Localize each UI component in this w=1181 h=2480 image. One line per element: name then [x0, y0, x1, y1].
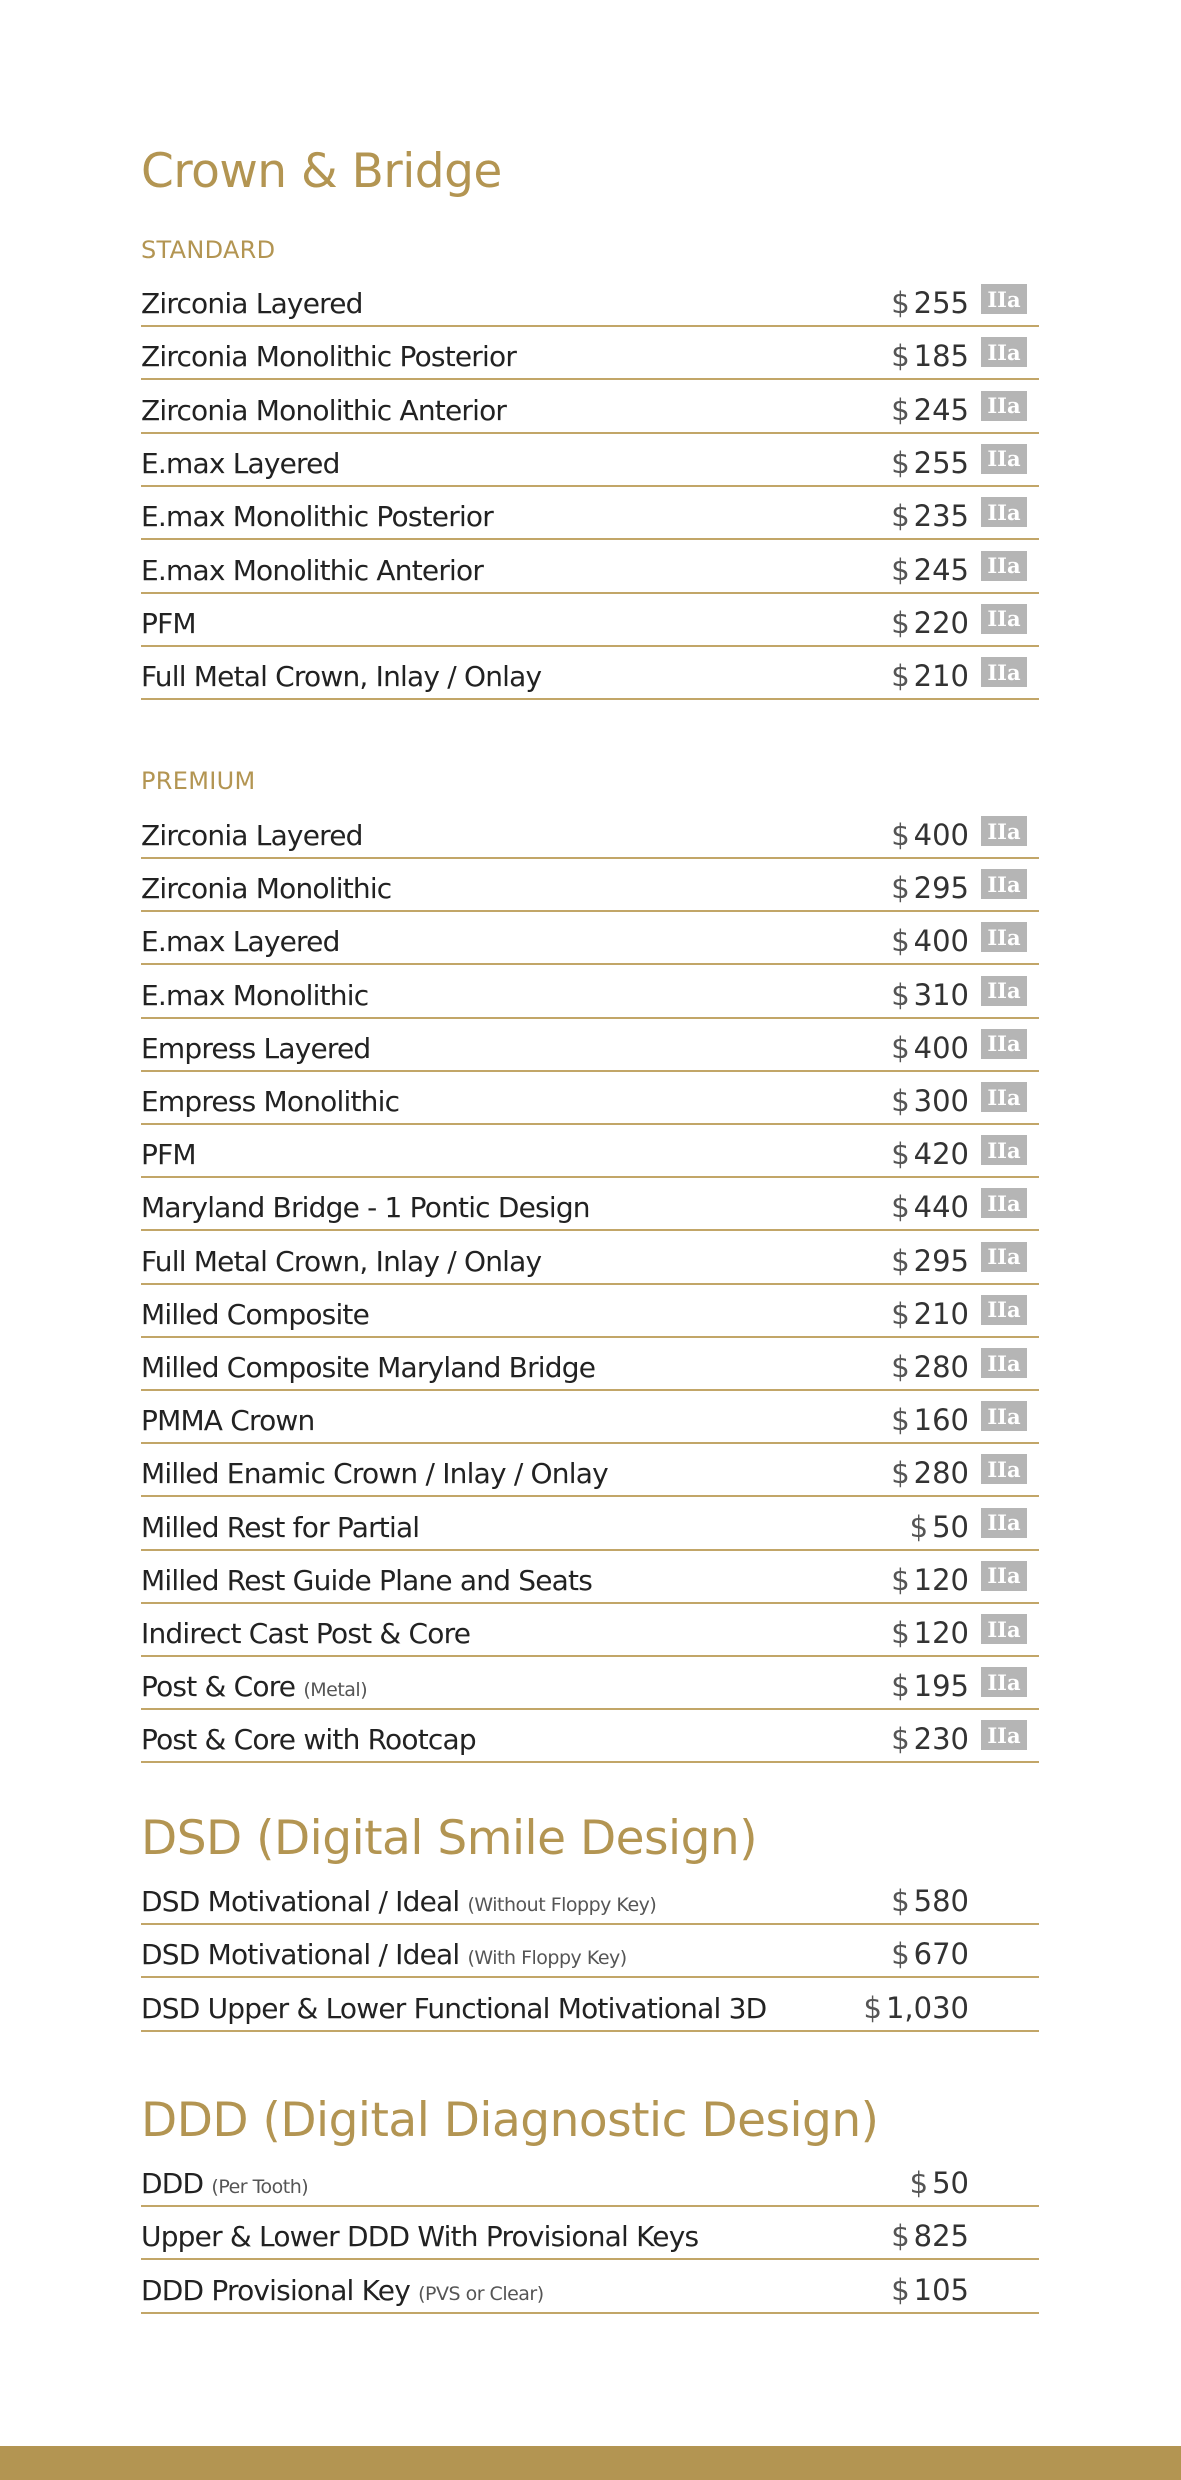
item-name [141, 500, 493, 534]
item-price [891, 1937, 969, 1972]
item-price [891, 2272, 969, 2307]
item-name [141, 1457, 608, 1491]
item-name [141, 446, 340, 480]
price-row [141, 1657, 1039, 1710]
class-badge: IIa [981, 1188, 1027, 1218]
item-price [891, 1030, 969, 1065]
item-name [141, 660, 542, 694]
price-value: 255 [913, 286, 969, 320]
item-name [141, 1885, 657, 1918]
price-value: 120 [913, 1616, 969, 1650]
currency-symbol: $ [891, 1084, 910, 1118]
item-note: (Metal) [303, 1679, 368, 1702]
item-name [141, 1085, 400, 1118]
item-price [863, 1990, 969, 2025]
item-price [891, 659, 969, 694]
item-name [141, 978, 369, 1012]
item-note: (With Floppy Key) [467, 1947, 627, 1970]
item-name-text: E.max Monolithic Posterior [141, 500, 493, 534]
currency-symbol: $ [891, 1456, 910, 1491]
currency-symbol: $ [891, 499, 910, 534]
item-name [141, 1138, 196, 1172]
item-name [141, 1938, 627, 1972]
currency-symbol: $ [891, 1030, 910, 1065]
class-badge: IIa [981, 1720, 1027, 1750]
price-row [141, 2154, 1039, 2207]
class-badge: IIa [981, 551, 1027, 581]
class-badge: IIa [981, 1242, 1027, 1272]
price-row [141, 1338, 1039, 1391]
currency-symbol: $ [863, 1990, 882, 2025]
item-name-text: DDD Provisional Key [141, 2273, 410, 2307]
class-badge: IIa [981, 1082, 1027, 1112]
item-name [141, 1191, 590, 1225]
item-price [891, 977, 969, 1012]
price-value: 160 [913, 1403, 969, 1438]
item-name [141, 340, 517, 374]
price-row [141, 1232, 1039, 1285]
price-value: 400 [913, 1030, 969, 1065]
item-name [141, 872, 392, 906]
price-row [141, 1925, 1039, 1978]
price-value: 230 [913, 1722, 969, 1757]
class-badge: IIa [981, 1348, 1027, 1378]
item-name [141, 819, 363, 852]
price-value: 120 [913, 1562, 969, 1597]
item-price [891, 605, 969, 640]
price-row [141, 1872, 1039, 1925]
currency-symbol: $ [891, 1350, 910, 1384]
item-name [141, 1244, 542, 1278]
class-badge: IIa [981, 1614, 1027, 1644]
item-name [141, 2220, 699, 2254]
item-note: (Without Floppy Key) [467, 1894, 657, 1916]
item-name [141, 925, 340, 959]
item-name [141, 1617, 471, 1650]
item-name [141, 1351, 596, 1384]
item-name [141, 1404, 315, 1438]
currency-symbol: $ [891, 1562, 910, 1597]
price-value: 210 [913, 1296, 969, 1331]
price-row [141, 541, 1039, 594]
price-row [141, 1391, 1039, 1444]
item-name [141, 2167, 309, 2200]
price-value: 220 [913, 605, 969, 640]
item-name-text: E.max Monolithic [141, 978, 369, 1012]
item-price [891, 1884, 969, 1918]
price-row [141, 647, 1039, 700]
currency-symbol: $ [891, 1137, 910, 1172]
price-value: 295 [913, 1243, 969, 1278]
price-value: 580 [913, 1884, 969, 1918]
class-badge: IIa [981, 604, 1027, 634]
currency-symbol: $ [891, 871, 910, 906]
item-price [891, 1296, 969, 1331]
standard-heading: STANDARD [141, 236, 276, 264]
item-name [141, 1670, 368, 1704]
price-row [141, 1551, 1039, 1604]
item-price [909, 1509, 969, 1544]
price-value: 245 [913, 552, 969, 587]
currency-symbol: $ [909, 2166, 929, 2200]
price-row [141, 1285, 1039, 1338]
item-price [891, 1456, 969, 1491]
crown-bridge-title: Crown & Bridge [141, 144, 502, 199]
item-price [891, 1084, 969, 1118]
footer-bar [0, 2446, 1181, 2480]
item-name-text: E.max Layered [141, 925, 340, 959]
item-name [141, 393, 507, 427]
currency-symbol: $ [891, 1296, 910, 1331]
currency-symbol: $ [891, 818, 910, 852]
item-name [141, 1297, 370, 1331]
item-price [891, 1616, 969, 1650]
currency-symbol: $ [891, 2219, 910, 2254]
price-row [141, 2261, 1039, 2314]
item-note: (PVS or Clear) [418, 2282, 544, 2305]
item-price [891, 1190, 969, 1225]
currency-symbol: $ [891, 1243, 910, 1278]
currency-symbol: $ [891, 2272, 910, 2307]
item-price [891, 871, 969, 906]
item-name-text: Milled Rest Guide Plane and Seats [141, 1563, 593, 1597]
currency-symbol: $ [891, 1669, 910, 1704]
ddd-title: DDD (Digital Diagnostic Design) [141, 2093, 879, 2148]
currency-symbol: $ [891, 659, 910, 694]
class-badge: IIa [981, 657, 1027, 687]
class-badge: IIa [981, 816, 1027, 846]
price-value: 235 [913, 499, 969, 534]
item-name [141, 1563, 593, 1597]
item-name-text: PFM [141, 606, 196, 640]
item-name-text: E.max Layered [141, 446, 340, 480]
price-value: 280 [913, 1456, 969, 1491]
item-name [141, 1031, 371, 1065]
price-value: 50 [932, 1509, 969, 1544]
price-value: 105 [913, 2272, 969, 2307]
price-row [141, 1072, 1039, 1125]
price-row [141, 1178, 1039, 1231]
currency-symbol: $ [891, 1616, 910, 1650]
item-name [141, 287, 363, 320]
item-price [891, 1669, 969, 1704]
price-value: 195 [913, 1669, 969, 1704]
item-name-text: Zirconia Monolithic Anterior [141, 393, 507, 427]
item-price [891, 1137, 969, 1172]
item-price [891, 1403, 969, 1438]
price-row [141, 1979, 1039, 2032]
currency-symbol: $ [891, 1884, 910, 1918]
currency-symbol: $ [891, 1403, 910, 1438]
item-name-text: DSD Upper & Lower Functional Motivational 3D [141, 1991, 767, 2025]
item-price [891, 499, 969, 534]
item-name-text: DSD Motivational / Ideal [141, 1938, 460, 1972]
class-badge: IIa [981, 1454, 1027, 1484]
price-row [141, 327, 1039, 380]
price-row [141, 859, 1039, 912]
price-row [141, 1710, 1039, 1763]
price-row [141, 1444, 1039, 1497]
price-value: 670 [913, 1937, 969, 1972]
price-row [141, 381, 1039, 434]
item-name-text: Post & Core with Rootcap [141, 1723, 476, 1757]
item-price [909, 2166, 969, 2200]
price-row [141, 487, 1039, 540]
item-name-text: Milled Composite Maryland Bridge [141, 1351, 596, 1384]
price-value: 825 [913, 2219, 969, 2254]
class-badge: IIa [981, 1508, 1027, 1538]
item-price [891, 339, 969, 374]
currency-symbol: $ [891, 924, 910, 959]
price-value: 440 [913, 1190, 969, 1225]
currency-symbol: $ [891, 552, 910, 587]
class-badge: IIa [981, 869, 1027, 899]
price-value: 210 [913, 659, 969, 694]
currency-symbol: $ [891, 1722, 910, 1757]
currency-symbol: $ [891, 392, 910, 427]
item-price [891, 2219, 969, 2254]
price-row [141, 434, 1039, 487]
item-name-text: Maryland Bridge - 1 Pontic Design [141, 1191, 590, 1225]
price-value: 420 [913, 1137, 969, 1172]
class-badge: IIa [981, 1029, 1027, 1059]
item-name-text: Zirconia Monolithic Posterior [141, 340, 517, 374]
item-name-text: Post & Core [141, 1670, 296, 1704]
class-badge: IIa [981, 497, 1027, 527]
class-badge: IIa [981, 1561, 1027, 1591]
item-note: (Per Tooth) [211, 2176, 309, 2198]
price-row [141, 1498, 1039, 1551]
item-name-text: DDD [141, 2167, 204, 2200]
price-row [141, 806, 1039, 859]
price-row [141, 1125, 1039, 1178]
item-name [141, 1723, 476, 1757]
item-name-text: Full Metal Crown, Inlay / Onlay [141, 1244, 542, 1278]
price-row [141, 594, 1039, 647]
price-value: 280 [913, 1350, 969, 1384]
item-price [891, 924, 969, 959]
price-value: 310 [913, 977, 969, 1012]
price-value: 245 [913, 392, 969, 427]
currency-symbol: $ [891, 605, 910, 640]
currency-symbol: $ [891, 339, 910, 374]
premium-heading: PREMIUM [141, 767, 256, 795]
item-name [141, 1510, 420, 1544]
item-name [141, 2273, 544, 2307]
item-price [891, 818, 969, 852]
item-name-text: DSD Motivational / Ideal [141, 1885, 460, 1918]
price-value: 400 [913, 818, 969, 852]
item-name-text: Zirconia Layered [141, 819, 363, 852]
class-badge: IIa [981, 1295, 1027, 1325]
item-name-text: Empress Layered [141, 1031, 371, 1065]
currency-symbol: $ [891, 977, 910, 1012]
item-name-text: Milled Composite [141, 1297, 370, 1331]
item-name-text: Zirconia Monolithic [141, 872, 392, 906]
item-price [891, 1722, 969, 1757]
item-name [141, 606, 196, 640]
item-name-text: PMMA Crown [141, 1404, 315, 1438]
class-badge: IIa [981, 1135, 1027, 1165]
price-value: 185 [913, 339, 969, 374]
class-badge: IIa [981, 922, 1027, 952]
class-badge: IIa [981, 284, 1027, 314]
class-badge: IIa [981, 444, 1027, 474]
item-name-text: Indirect Cast Post & Core [141, 1617, 471, 1650]
price-value: 400 [913, 924, 969, 959]
currency-symbol: $ [891, 445, 910, 480]
item-name-text: E.max Monolithic Anterior [141, 553, 484, 587]
price-row [141, 274, 1039, 327]
class-badge: IIa [981, 391, 1027, 421]
item-price [891, 1562, 969, 1597]
price-value: 255 [913, 445, 969, 480]
item-price [891, 392, 969, 427]
item-price [891, 286, 969, 320]
item-name-text: Milled Enamic Crown / Inlay / Onlay [141, 1457, 608, 1491]
item-name-text: Zirconia Layered [141, 287, 363, 320]
currency-symbol: $ [891, 1190, 910, 1225]
price-value: 1,030 [885, 1990, 969, 2025]
price-row [141, 912, 1039, 965]
price-row [141, 2207, 1039, 2260]
currency-symbol: $ [909, 1509, 929, 1544]
class-badge: IIa [981, 976, 1027, 1006]
item-name-text: Upper & Lower DDD With Provisional Keys [141, 2220, 699, 2254]
price-row [141, 966, 1039, 1019]
price-value: 295 [913, 871, 969, 906]
item-price [891, 1350, 969, 1384]
price-row [141, 1019, 1039, 1072]
item-name-text: PFM [141, 1138, 196, 1172]
item-name [141, 553, 484, 587]
price-value: 300 [913, 1084, 969, 1118]
item-price [891, 552, 969, 587]
price-value: 50 [932, 2166, 969, 2200]
class-badge: IIa [981, 337, 1027, 367]
item-name-text: Milled Rest for Partial [141, 1510, 420, 1544]
price-row [141, 1604, 1039, 1657]
class-badge: IIa [981, 1667, 1027, 1697]
currency-symbol: $ [891, 1937, 910, 1972]
item-name-text: Full Metal Crown, Inlay / Onlay [141, 660, 542, 694]
class-badge: IIa [981, 1401, 1027, 1431]
currency-symbol: $ [891, 286, 910, 320]
item-name [141, 1991, 767, 2025]
dsd-title: DSD (Digital Smile Design) [141, 1811, 758, 1866]
item-price [891, 445, 969, 480]
item-price [891, 1243, 969, 1278]
item-name-text: Empress Monolithic [141, 1085, 400, 1118]
